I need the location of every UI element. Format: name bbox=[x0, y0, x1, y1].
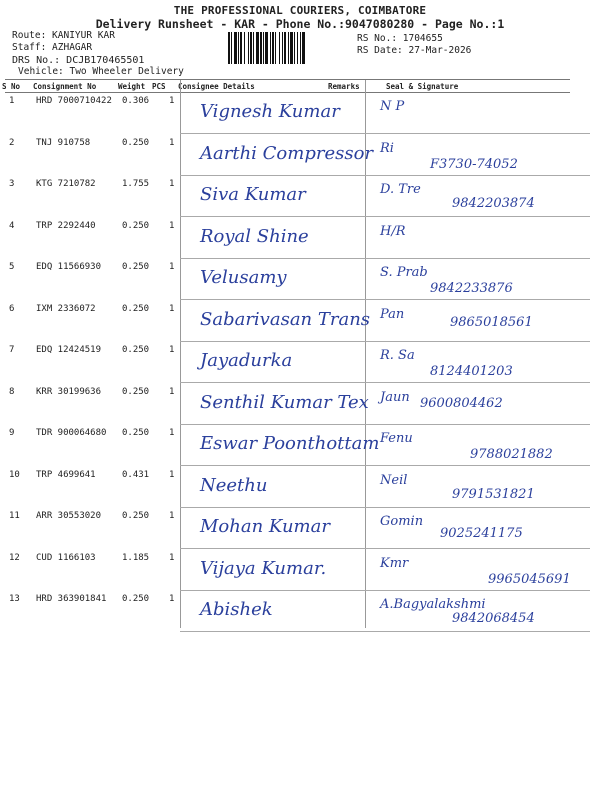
row-consignment: ARR 30553020 bbox=[36, 511, 102, 521]
row-weight: 0.250 bbox=[122, 428, 150, 438]
row-phone: 9842233876 bbox=[430, 281, 513, 296]
row-signature: Ri bbox=[380, 140, 394, 156]
row-phone: 9600804462 bbox=[420, 395, 503, 411]
row-weight: 1.755 bbox=[122, 179, 150, 189]
row-consignment: HRD 7000710422 bbox=[36, 96, 112, 106]
row-sno: 6 bbox=[9, 303, 15, 314]
table-row bbox=[0, 467, 600, 508]
row-weight: 0.250 bbox=[122, 262, 150, 272]
row-phone: 9788021882 bbox=[470, 447, 553, 462]
row-sno: 11 bbox=[9, 511, 20, 521]
row-consignee: Royal Shine bbox=[200, 225, 309, 247]
row-weight: 0.250 bbox=[122, 220, 150, 231]
barcode-bar bbox=[305, 32, 306, 64]
row-sno: 7 bbox=[9, 345, 15, 355]
row-pcs: 1 bbox=[169, 303, 175, 314]
row-phone: 9025241175 bbox=[440, 526, 523, 541]
row-signature: Pan bbox=[380, 306, 405, 322]
row-consignee: Sabarivasan Trans bbox=[200, 308, 371, 330]
row-weight: 0.250 bbox=[122, 511, 150, 521]
row-pcs: 1 bbox=[169, 262, 175, 272]
row-signature: Gomin bbox=[380, 514, 424, 529]
vehicle-label: Vehicle: Two Wheeler Delivery bbox=[18, 66, 184, 77]
col-remarks: Remarks bbox=[328, 82, 360, 91]
row-weight: 0.250 bbox=[122, 594, 150, 604]
table-row bbox=[0, 425, 600, 466]
row-consignee: Vignesh Kumar bbox=[200, 101, 340, 122]
drs-number: DRS No.: DCJB170465501 bbox=[12, 55, 145, 66]
row-consignee: Eswar Poonthottam bbox=[200, 433, 380, 454]
col-weight: Weight bbox=[118, 82, 146, 91]
row-phone: 9865018561 bbox=[450, 314, 533, 330]
row-consignment: CUD 1166103 bbox=[36, 552, 96, 563]
staff-label: Staff: AZHAGAR bbox=[12, 42, 93, 53]
row-pcs: 1 bbox=[169, 594, 175, 604]
table-row bbox=[0, 508, 600, 549]
row-weight: 0.431 bbox=[122, 469, 150, 480]
table-row bbox=[0, 135, 600, 176]
row-signature: D. Tre bbox=[380, 182, 421, 197]
row-phone: 9791531821 bbox=[452, 486, 535, 502]
row-weight: 0.250 bbox=[122, 345, 150, 355]
route-label: Route: KANIYUR KAR bbox=[12, 30, 115, 41]
row-weight: 0.250 bbox=[122, 303, 150, 314]
row-consignment: IXM 2336072 bbox=[36, 303, 96, 314]
row-consignment: HRD 363901841 bbox=[36, 594, 107, 604]
row-consignee: Mohan Kumar bbox=[200, 516, 330, 537]
row-signature: A.Bagyalakshmi bbox=[380, 597, 486, 612]
row-signature: R. Sa bbox=[380, 348, 415, 363]
row-sno: 1 bbox=[9, 96, 15, 106]
row-sno: 8 bbox=[9, 386, 15, 397]
row-weight: 0.250 bbox=[122, 386, 150, 397]
row-consignee: Senthil Kumar Tex bbox=[200, 391, 369, 413]
table-row bbox=[0, 591, 600, 632]
row-sno: 3 bbox=[9, 179, 15, 189]
row-consignee: Abishek bbox=[200, 599, 273, 620]
row-consignment: EDQ 12424519 bbox=[36, 345, 102, 355]
row-signature: Fenu bbox=[380, 431, 413, 446]
row-consignee: Vijaya Kumar. bbox=[200, 557, 327, 579]
row-pcs: 1 bbox=[169, 511, 175, 521]
row-pcs: 1 bbox=[169, 345, 175, 355]
row-pcs: 1 bbox=[169, 552, 175, 563]
row-pcs: 1 bbox=[169, 386, 175, 397]
row-signature: Jaun bbox=[380, 389, 410, 405]
row-rule bbox=[180, 631, 590, 632]
rs-date: RS Date: 27-Mar-2026 bbox=[357, 45, 472, 56]
row-pcs: 1 bbox=[169, 220, 175, 231]
row-consignment: TRP 2292440 bbox=[36, 220, 96, 231]
row-consignee: Neethu bbox=[200, 474, 268, 496]
row-consignment: TDR 900064680 bbox=[36, 428, 107, 438]
row-pcs: 1 bbox=[169, 179, 175, 189]
row-consignee: Siva Kumar bbox=[200, 184, 306, 205]
table-row bbox=[0, 301, 600, 342]
row-consignment: TNJ 910758 bbox=[36, 137, 91, 148]
table-row bbox=[0, 93, 600, 134]
table-row bbox=[0, 218, 600, 259]
row-sno: 5 bbox=[9, 262, 15, 272]
row-pcs: 1 bbox=[169, 469, 175, 480]
row-phone: 9842068454 bbox=[452, 611, 535, 626]
row-phone: 8124401203 bbox=[430, 364, 513, 379]
rs-number: RS No.: 1704655 bbox=[357, 33, 443, 44]
row-sno: 10 bbox=[9, 469, 20, 480]
barcode-image bbox=[228, 32, 352, 64]
table-row bbox=[0, 342, 600, 383]
row-phone: 9842203874 bbox=[452, 196, 535, 211]
row-signature: S. Prab bbox=[380, 265, 428, 280]
table-row bbox=[0, 384, 600, 425]
row-signature: N P bbox=[380, 99, 405, 114]
row-consignee: Velusamy bbox=[200, 267, 287, 288]
company-title: THE PROFESSIONAL COURIERS, COIMBATORE bbox=[173, 4, 427, 17]
row-phone: 9965045691 bbox=[488, 571, 571, 587]
col-sno: S No bbox=[2, 82, 21, 91]
row-sno: 2 bbox=[9, 137, 15, 148]
runsheet-title: Delivery Runsheet - KAR - Phone No.:9047080280 - Page No.:1 bbox=[95, 17, 505, 31]
table-row bbox=[0, 176, 600, 217]
col-consignment: Consignment No bbox=[33, 82, 97, 91]
col-seal: Seal & Signature bbox=[386, 82, 459, 91]
row-sno: 12 bbox=[9, 552, 20, 563]
row-pcs: 1 bbox=[169, 428, 175, 438]
row-weight: 1.185 bbox=[122, 552, 150, 563]
row-consignment: KTG 7210782 bbox=[36, 179, 96, 189]
row-sno: 4 bbox=[9, 220, 15, 231]
row-consignment: KRR 30199636 bbox=[36, 386, 102, 397]
table-row bbox=[0, 550, 600, 591]
row-sno: 13 bbox=[9, 594, 20, 604]
row-consignment: TRP 4699641 bbox=[36, 469, 96, 480]
table-row bbox=[0, 259, 600, 300]
row-phone: F3730-74052 bbox=[430, 156, 518, 172]
row-pcs: 1 bbox=[169, 137, 175, 148]
row-signature: Kmr bbox=[380, 555, 409, 571]
col-pcs: PCS bbox=[152, 82, 166, 91]
row-signature: H/R bbox=[380, 223, 406, 239]
row-consignee: Aarthi Compressor bbox=[200, 142, 374, 164]
row-signature: Neil bbox=[380, 472, 408, 488]
row-weight: 0.306 bbox=[122, 96, 150, 106]
table-header bbox=[0, 79, 600, 93]
row-consignment: EDQ 11566930 bbox=[36, 262, 102, 272]
col-consignee: Consignee Details bbox=[178, 82, 255, 91]
row-consignee: Jayadurka bbox=[200, 350, 293, 371]
row-sno: 9 bbox=[9, 428, 15, 438]
row-weight: 0.250 bbox=[122, 137, 150, 148]
row-pcs: 1 bbox=[169, 96, 175, 106]
